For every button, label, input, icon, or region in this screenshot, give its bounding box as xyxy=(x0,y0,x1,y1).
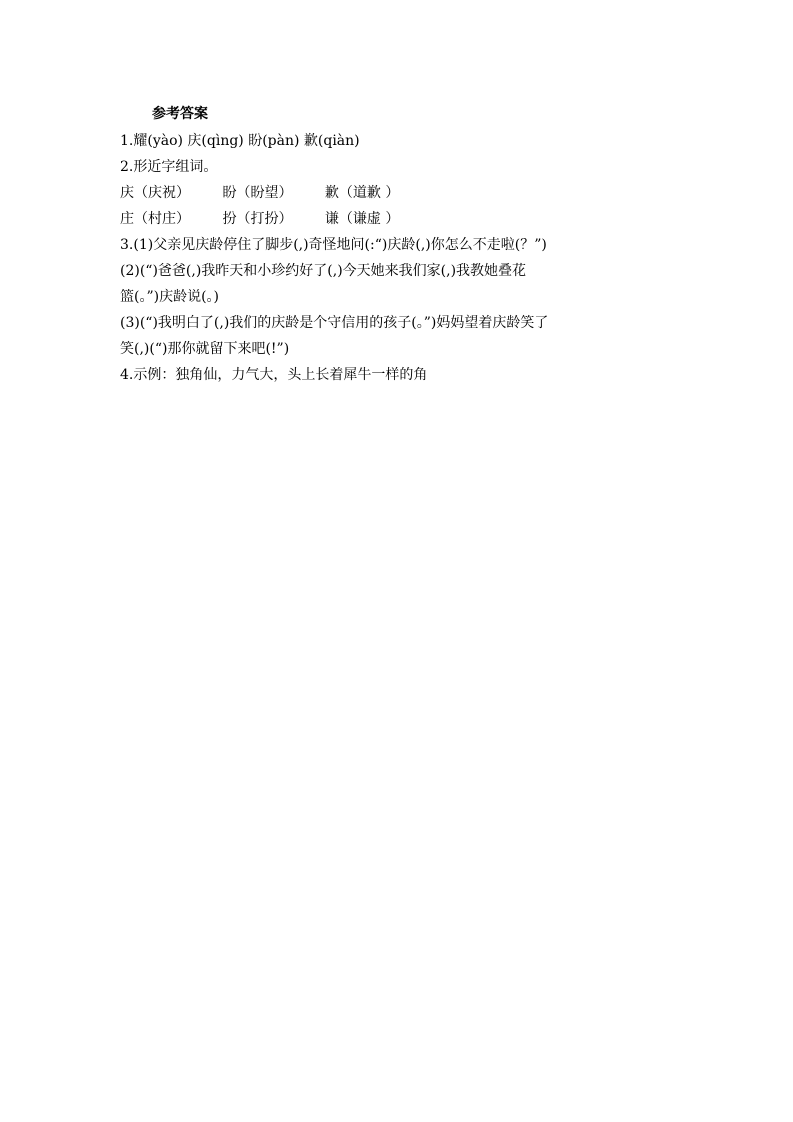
word-group: 歉（道歉 ） xyxy=(324,185,400,201)
answer-3-line: 3.(1)父亲见庆龄停住了脚步(,)奇怪地问(:“)庆龄(,)你怎么不走啦(？”) xyxy=(120,237,547,253)
word-group: 庄（村庄） xyxy=(120,211,190,227)
answer-3-line: (2)(“)爸爸(,)我昨天和小珍约好了(,)今天她来我们家(,)我教她叠花 xyxy=(120,263,527,279)
answer-2-heading: 2.形近字组词。 xyxy=(120,159,218,175)
word-group: 盼（盼望） xyxy=(222,185,293,201)
word-group: 扮（打扮） xyxy=(222,211,293,227)
answer-document xyxy=(120,100,690,388)
answer-2-row xyxy=(120,206,690,232)
word-group: 庆（庆祝） xyxy=(120,185,190,201)
answer-3-line: (3)(“)我明白了(,)我们的庆龄是个守信用的孩子(。”)妈妈望着庆龄笑了 xyxy=(120,315,549,331)
answer-1: 1.耀(yào) 庆(qìng) 盼(pàn) 歉(qiàn) xyxy=(120,133,360,149)
answer-4: 4.示例：独角仙，力气大，头上长着犀牛一样的角 xyxy=(120,367,428,383)
answer-2-row xyxy=(120,180,690,206)
word-group: 谦（谦虚 ） xyxy=(324,211,400,227)
answer-3-line: 篮(。”)庆龄说(。) xyxy=(120,289,220,305)
answer-3-line: 笑(,)(“)那你就留下来吧(!”) xyxy=(120,341,290,357)
page-title: 参考答案 xyxy=(152,106,208,122)
